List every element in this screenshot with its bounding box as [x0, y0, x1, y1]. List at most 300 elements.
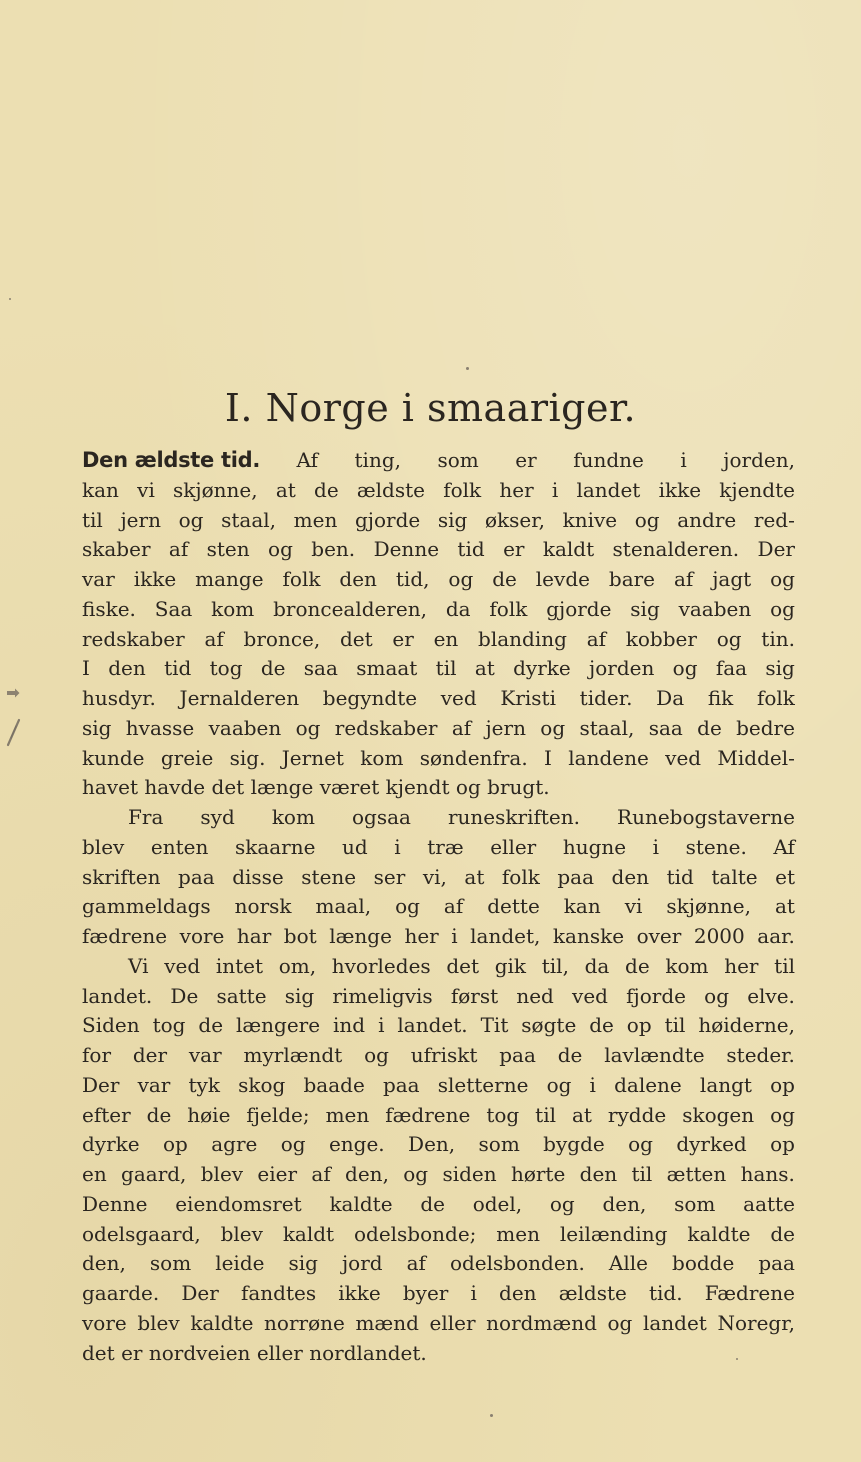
word: som [437, 448, 479, 472]
word: som [478, 1132, 520, 1157]
word: levde [535, 567, 590, 591]
word: nordmænd [486, 1310, 597, 1335]
word: disse [232, 864, 284, 889]
word: Jernalderen [179, 686, 300, 710]
word: for [82, 1043, 112, 1067]
word: Der [82, 1072, 120, 1097]
word: op [770, 1072, 795, 1097]
word: over [636, 924, 682, 948]
word: og [403, 1162, 429, 1186]
word: ud [342, 834, 368, 859]
word: og [540, 715, 566, 740]
word: har [236, 924, 272, 948]
word: fik [707, 686, 734, 710]
word: der [132, 1043, 168, 1067]
paper-speck [466, 367, 469, 370]
word: Siden [82, 1013, 140, 1038]
word: Middel- [717, 745, 795, 770]
word: Saa [154, 596, 193, 621]
word: havde [144, 775, 206, 800]
word: vi, [422, 864, 447, 889]
word: folk [282, 567, 321, 591]
word: hørte [510, 1162, 566, 1186]
text-line [82, 744, 795, 774]
word: kaldt [282, 1221, 335, 1246]
word: aar. [757, 924, 795, 948]
word: paa [382, 1072, 420, 1097]
word: af [204, 626, 224, 651]
word: de [198, 1013, 224, 1038]
word: ogsaa [351, 805, 411, 829]
word: og [770, 596, 795, 621]
word: byer [402, 1281, 449, 1305]
word: tid [164, 656, 192, 681]
word: de [625, 953, 650, 978]
word: af [406, 1251, 426, 1276]
word: eiendomsret [175, 1191, 302, 1216]
word: og [716, 626, 742, 651]
word: kaldte [190, 1310, 254, 1335]
word: til [774, 953, 795, 978]
word: økser, [484, 507, 545, 532]
word: stene. [685, 834, 747, 859]
word: myrlændt [243, 1043, 343, 1067]
word: paa [758, 1251, 795, 1276]
word: i [451, 924, 458, 948]
word: knive [562, 507, 618, 532]
word: først [450, 983, 499, 1008]
word: Kristi [500, 686, 556, 710]
word: gaarde. [82, 1281, 160, 1305]
word: skaarne [234, 834, 316, 859]
word: ved [440, 686, 477, 710]
word: eller [429, 1310, 476, 1335]
word: op [626, 1013, 652, 1038]
word: skaber [82, 537, 151, 562]
word: odelsbonden. [449, 1251, 585, 1276]
word: og [628, 1132, 653, 1157]
word: høiderne, [698, 1013, 795, 1038]
word: ben. [311, 537, 356, 562]
text-line [82, 714, 795, 744]
text-line [82, 625, 795, 655]
word: brugt. [487, 775, 550, 800]
word: sletterne [437, 1072, 529, 1097]
word: Runebogstaverne [617, 805, 795, 829]
word: gaard, [121, 1162, 187, 1186]
word: hvorledes [331, 953, 431, 978]
word: bot [283, 924, 317, 948]
word: men [325, 1102, 370, 1127]
word: leilænding [559, 1221, 668, 1246]
word: de [420, 1191, 445, 1216]
word: og [395, 894, 420, 919]
word: tid, [395, 567, 430, 591]
word: tid [666, 864, 694, 889]
section-heading: Den ældste tid. [82, 448, 261, 472]
word: det [446, 953, 480, 978]
word: tid. [649, 1281, 683, 1305]
word: red- [753, 507, 795, 532]
word: en [82, 1162, 107, 1186]
word: af [451, 715, 472, 740]
word: været [319, 775, 380, 800]
word: fandtes [240, 1281, 317, 1305]
word: kom [271, 805, 315, 829]
text-line [82, 1011, 795, 1041]
word: den [611, 864, 650, 889]
word: fjorde [626, 983, 686, 1008]
word: det [82, 1340, 115, 1365]
word: folk [501, 864, 540, 889]
word: efter [82, 1102, 131, 1127]
word: jern [485, 715, 526, 740]
word: jord [341, 1251, 383, 1276]
text-line [82, 1249, 795, 1279]
word: I [544, 745, 552, 770]
word: i [378, 1013, 385, 1038]
body-text [82, 446, 795, 1368]
word: kunde [82, 745, 145, 770]
word: en [433, 626, 459, 651]
text-line [82, 1220, 795, 1250]
word: landene [568, 745, 649, 770]
word: ved [164, 953, 201, 978]
word: gjorde [546, 596, 612, 621]
word: Noregr, [717, 1310, 795, 1335]
word: da [584, 953, 610, 978]
word: den [499, 1281, 537, 1305]
word: i [652, 834, 660, 859]
word: det [211, 775, 245, 800]
word: og [704, 983, 730, 1008]
word: fundne [573, 448, 644, 472]
word: Af [773, 834, 795, 859]
word: sig [288, 1251, 318, 1276]
word: i [680, 448, 687, 472]
text-line [82, 446, 795, 476]
word: træ [427, 834, 464, 859]
word: paa [178, 864, 215, 889]
word: til [535, 1102, 557, 1127]
word: søgte [521, 1013, 577, 1038]
word: her [724, 953, 759, 978]
word: længe [329, 924, 392, 948]
word: jorden [589, 656, 655, 681]
word: begyndte [322, 686, 418, 710]
word: kanske [552, 924, 625, 948]
word: længe [250, 775, 314, 800]
text-line [82, 833, 795, 863]
word: og [455, 775, 481, 800]
word: søndenfra. [419, 745, 528, 770]
word: stene [301, 864, 357, 889]
word: at [275, 477, 296, 502]
word: bare [608, 567, 656, 591]
word: stenalderen. [612, 537, 740, 562]
word: var [188, 1043, 222, 1067]
word: og [448, 567, 474, 591]
word: tog [486, 1102, 520, 1127]
paper-speck [490, 1414, 493, 1417]
word: mange [195, 567, 264, 591]
pencil-arrow-mark [6, 688, 20, 698]
word: op [163, 1132, 188, 1157]
word: ved [572, 983, 608, 1008]
word: sig [437, 507, 468, 532]
word: kjendte [719, 477, 795, 502]
word: kan [563, 894, 601, 919]
word: hvasse [125, 715, 195, 740]
word: langt [699, 1072, 752, 1097]
word: dyrked [676, 1132, 747, 1157]
word: og [280, 1132, 306, 1157]
word: i [394, 834, 401, 859]
word: odel, [472, 1191, 523, 1216]
word: Alle [608, 1251, 648, 1276]
word: kom [360, 745, 404, 770]
word: skjønne, [666, 894, 751, 919]
word: kjendt [385, 775, 450, 800]
word: landet [642, 1310, 707, 1335]
text-line [82, 1041, 795, 1071]
word: ned [516, 983, 554, 1008]
word: er [121, 1340, 143, 1365]
word: den [108, 656, 146, 681]
word: folk [489, 596, 528, 621]
word: at [571, 1102, 592, 1127]
text-line [82, 773, 795, 803]
word: Jernet [281, 745, 344, 770]
word: maal, [315, 894, 372, 919]
word: af [586, 626, 607, 651]
word: landet [576, 477, 641, 502]
word: satte [216, 983, 267, 1008]
word: Denne [82, 1191, 148, 1216]
word: paa [499, 1043, 536, 1067]
word: intet [215, 953, 263, 978]
word: bygde [543, 1132, 605, 1157]
word: vore [179, 924, 225, 948]
word: men [496, 1221, 540, 1246]
word: greie [160, 745, 214, 770]
text-line [82, 476, 795, 506]
word: I [82, 656, 90, 681]
word: saa [648, 715, 683, 740]
word: Fædrene [704, 1281, 795, 1305]
text-line [82, 1190, 795, 1220]
word: folk [756, 686, 795, 710]
word: Fra [128, 805, 164, 829]
word: den [579, 1162, 618, 1186]
word: odelsgaard, [82, 1221, 201, 1246]
word: blanding [478, 626, 567, 651]
word: jorden, [723, 448, 795, 472]
pencil-slash-mark [4, 718, 22, 748]
word: gammeldags [82, 894, 211, 919]
word: nordlandet. [309, 1340, 427, 1365]
word: ældste [356, 477, 425, 502]
word: dette [487, 894, 540, 919]
word: syd [200, 805, 235, 829]
text-line [82, 1101, 795, 1131]
word: landet, [470, 924, 541, 948]
text-line [82, 506, 795, 536]
word: vaaben [208, 715, 282, 740]
word: norsk [234, 894, 292, 919]
word: den, [345, 1162, 389, 1186]
word: eller [490, 834, 537, 859]
word: Vi [128, 953, 149, 978]
word: bronce, [243, 626, 321, 651]
word: de [314, 477, 339, 502]
text-line [82, 803, 795, 833]
word: da [445, 596, 471, 621]
word: hans. [740, 1162, 795, 1186]
word: er [515, 448, 537, 472]
word: de [146, 1102, 172, 1127]
word: tog [209, 656, 243, 681]
text-line [82, 684, 795, 714]
word: blev [82, 834, 125, 859]
word: den, [602, 1191, 647, 1216]
word: aatte [743, 1191, 795, 1216]
word: tog [152, 1013, 186, 1038]
word: af [311, 1162, 331, 1186]
word: af [168, 537, 189, 562]
word: lavlændte [604, 1043, 705, 1067]
word: den [339, 567, 377, 591]
word: ætten [666, 1162, 727, 1186]
word: et [775, 864, 795, 889]
word: ældste [558, 1281, 627, 1305]
word: til, [541, 953, 569, 978]
text-line [82, 892, 795, 922]
word: bodde [672, 1251, 735, 1276]
word: i [589, 1072, 596, 1097]
word: jern [120, 507, 161, 532]
word: kaldte [687, 1221, 751, 1246]
word: at [474, 656, 495, 681]
word: Denne [373, 537, 440, 562]
word: gik [494, 953, 527, 978]
text-line [82, 1071, 795, 1101]
word: Den, [408, 1132, 456, 1157]
word: det [339, 626, 373, 651]
word: siden [442, 1162, 497, 1186]
word: skogen [682, 1102, 755, 1127]
word: talte [711, 864, 758, 889]
word: blev [137, 1310, 180, 1335]
word: ikke [658, 477, 702, 502]
word: som [149, 1251, 192, 1276]
word: kaldte [329, 1191, 393, 1216]
word: her [404, 924, 439, 948]
word: til [664, 1013, 686, 1038]
word: her [499, 477, 534, 502]
word: som [674, 1191, 716, 1216]
word: de [260, 656, 286, 681]
word: kaldt [542, 537, 595, 562]
word: Af [296, 448, 319, 472]
word: sig. [229, 745, 266, 770]
word: dyrke [82, 1132, 140, 1157]
word: fiske. [82, 596, 136, 621]
text-line [82, 922, 795, 952]
word: redskaber [82, 626, 185, 651]
word: faa [715, 656, 748, 681]
word: og [364, 1043, 389, 1067]
word: agre [211, 1132, 258, 1157]
word: at [774, 894, 795, 919]
word: elve. [747, 983, 795, 1008]
word: dyrke [513, 656, 571, 681]
word: skjønne, [173, 477, 258, 502]
word: høie [187, 1102, 231, 1127]
word: bedre [736, 715, 795, 740]
word: til [631, 1162, 653, 1186]
word: tin. [761, 626, 795, 651]
word: Der [181, 1281, 219, 1305]
word: ind [333, 1013, 366, 1038]
word: og [607, 1310, 633, 1335]
word: og [770, 567, 795, 591]
text-line [82, 535, 795, 565]
word: vore [82, 1310, 127, 1335]
word: steder. [726, 1043, 795, 1067]
word: skriften [82, 864, 161, 889]
word: og [268, 537, 293, 562]
word: var [82, 567, 115, 591]
word: gjorde [354, 507, 421, 532]
word: ufriskt [410, 1043, 478, 1067]
text-line [82, 595, 795, 625]
paper-speck [736, 1358, 738, 1360]
word: længere [235, 1013, 321, 1038]
word: og [672, 656, 698, 681]
word: af [673, 567, 694, 591]
word: folk [443, 477, 482, 502]
word: er [503, 537, 525, 562]
word: ting, [354, 448, 401, 472]
word: De [170, 983, 199, 1008]
word: de [589, 1013, 614, 1038]
word: ikke [338, 1281, 381, 1305]
word: og [634, 507, 660, 532]
word: staal, [579, 715, 635, 740]
word: og [546, 1072, 572, 1097]
text-line [82, 1160, 795, 1190]
word: og [549, 1191, 575, 1216]
text-line [82, 1279, 795, 1309]
word: sten [206, 537, 250, 562]
word: paa [557, 864, 595, 889]
word: havet [82, 775, 138, 800]
word: til [435, 656, 457, 681]
word: enge. [328, 1132, 385, 1157]
word: sig [630, 596, 660, 621]
word: fædrene [385, 1102, 471, 1127]
word: var [137, 1072, 171, 1097]
word: tyk [188, 1072, 220, 1097]
word: tid [457, 537, 485, 562]
word: at [464, 864, 485, 889]
word: hugne [562, 834, 627, 859]
word: vi [624, 894, 643, 919]
word: de [492, 567, 517, 591]
word: smaat [356, 656, 418, 681]
word: tider. [579, 686, 633, 710]
